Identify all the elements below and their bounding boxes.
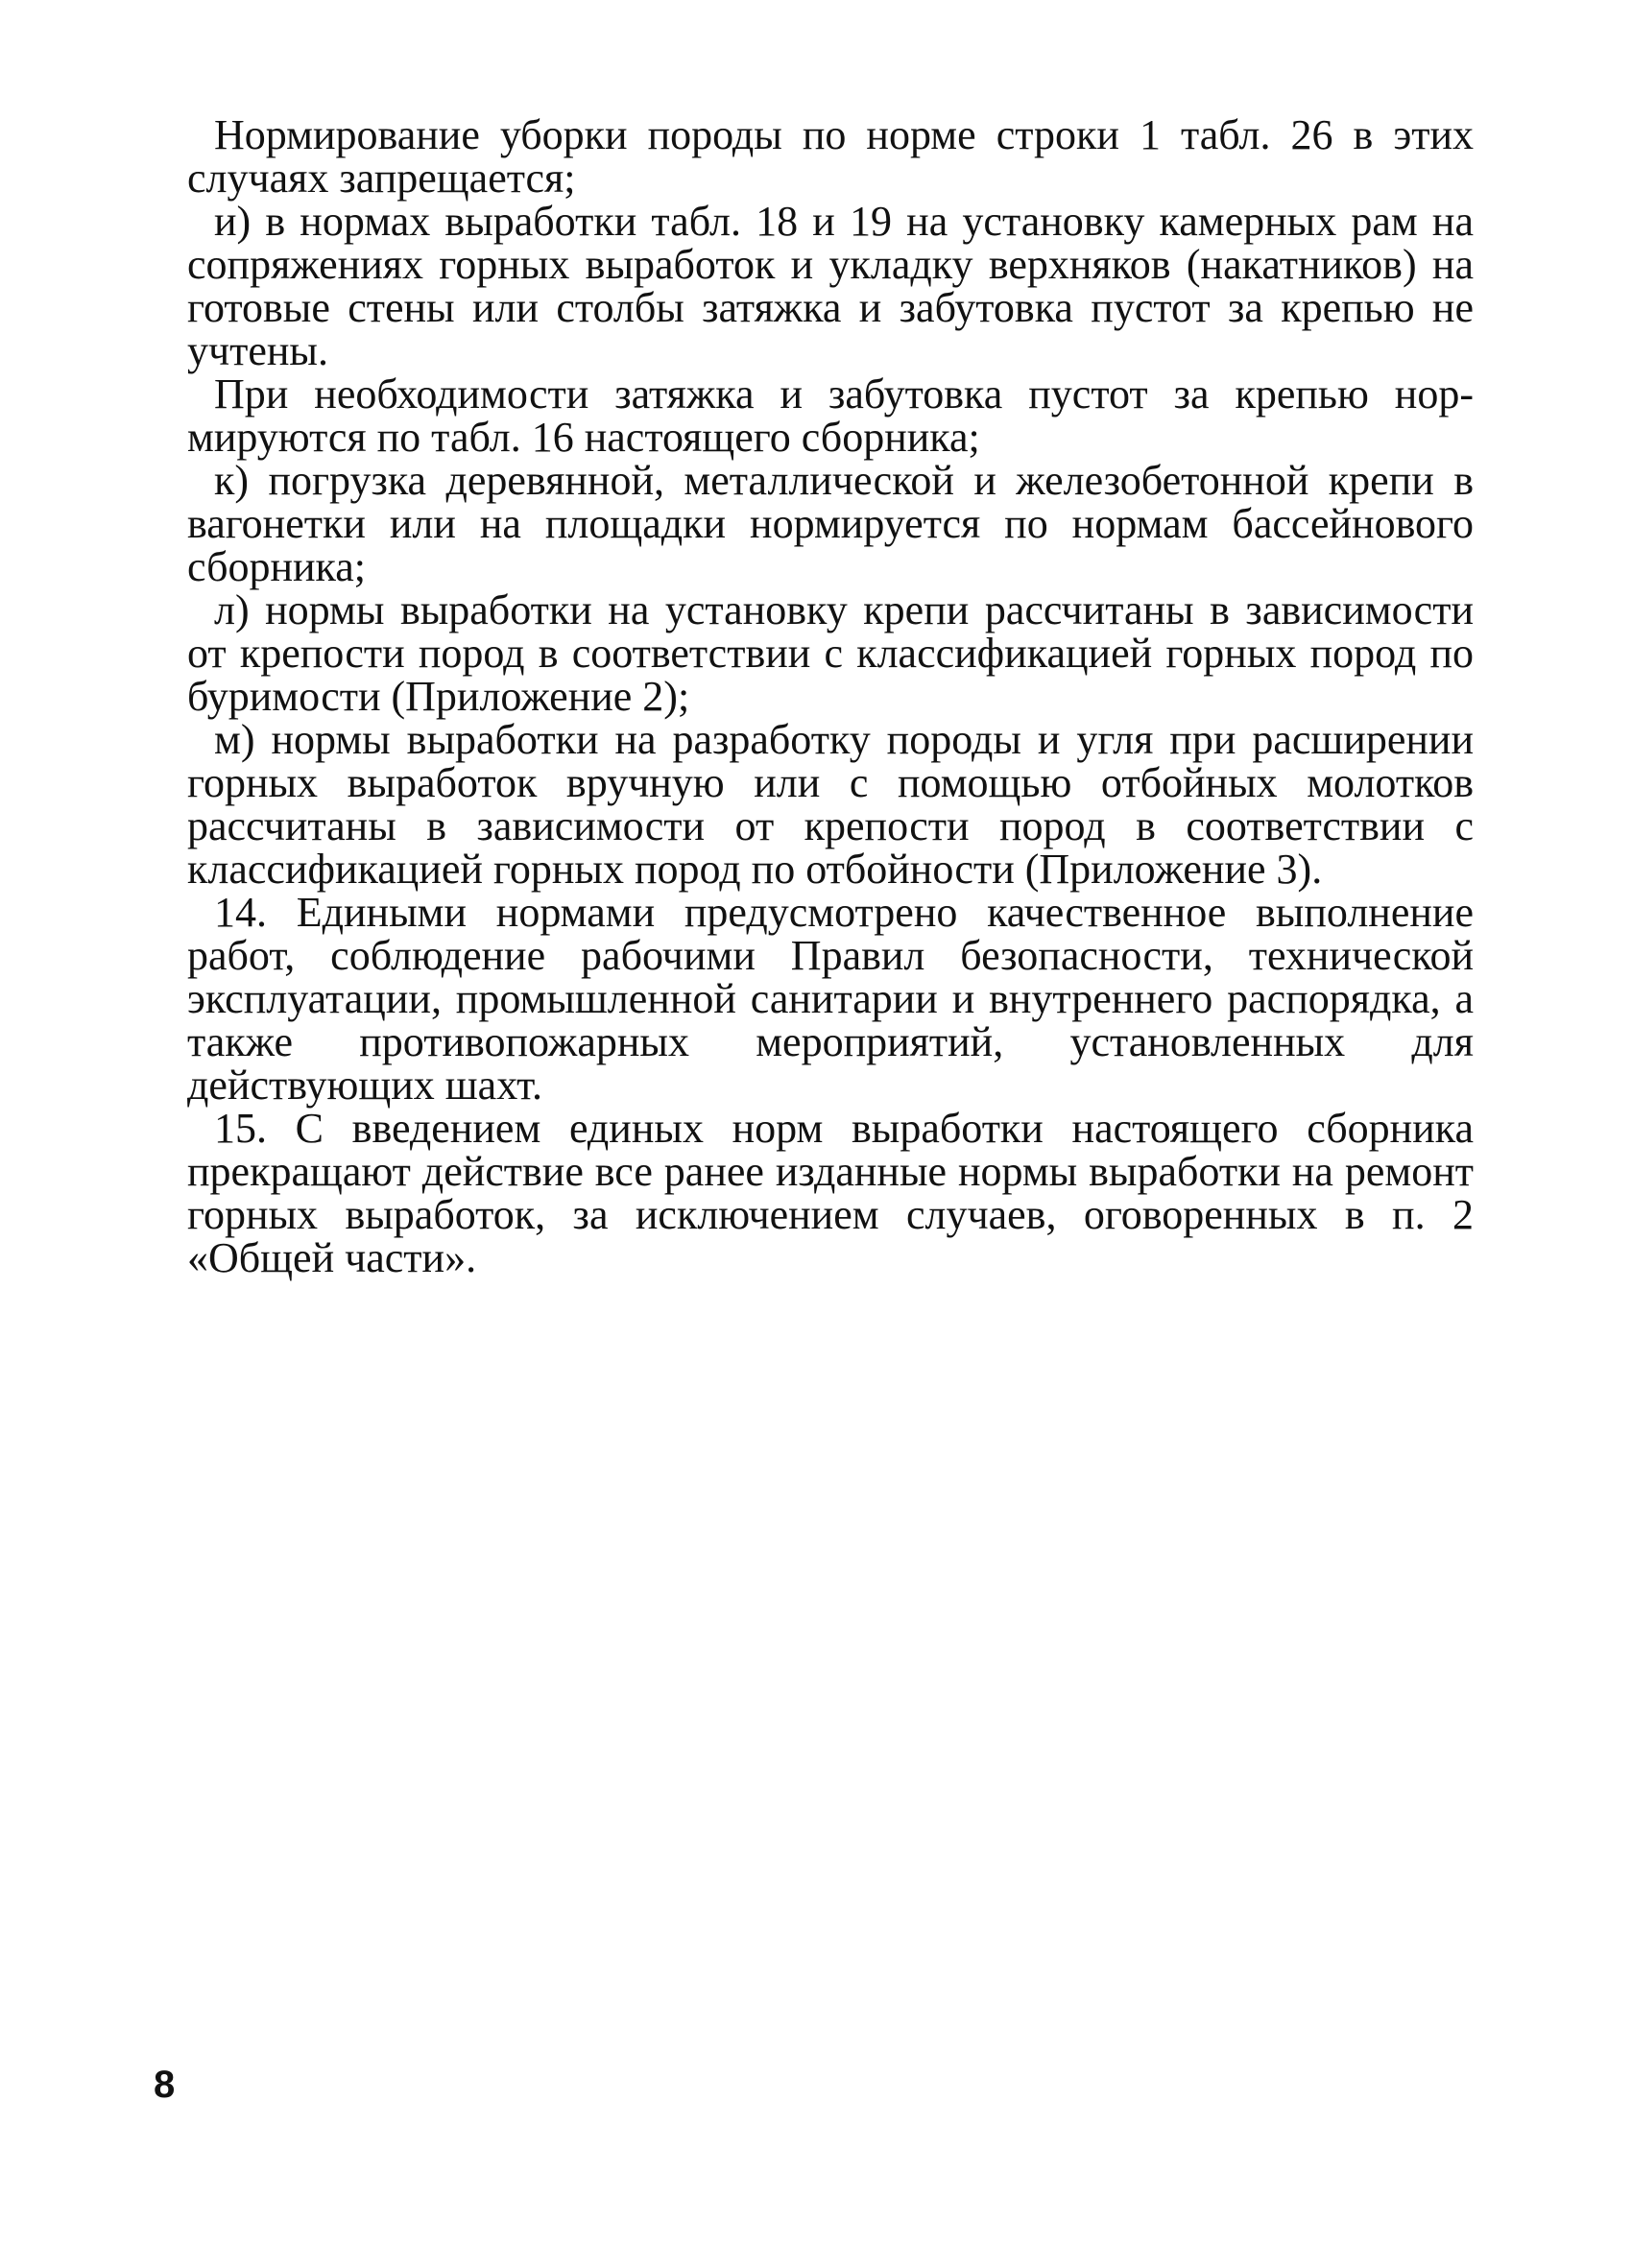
paragraph-item-m: м) нормы выработки на разработку породы и угля при расширении горных выработок вручную или с помощью отбойных молотков рассчитаны в зависимости от крепости пород в соответствии с классификацией горных пород по отбойности (Приложение 3). (187, 716, 1474, 893)
paragraph-lagging-note: При необходимости затяжка и забутовка пустот за крепью нормируются по табл. 16 настоящего сборника; (187, 370, 1474, 461)
paragraph-14: 14. Едиными нормами предусмотрено качественное выполнение работ, соблюдение рабочими Правил безопасности, технической эксплуатации, промышленной санитарии и внутреннего распорядка, а также противопожарных мероприятий, установленных для действующих шахт. (187, 889, 1474, 1109)
paragraph-15: 15. С введением единых норм выработки настоящего сборника прекращают действие все ранее изданные нормы выработки на ремонт горных выработок, за исключением случаев, оговоренных в п. 2 «Общей части». (187, 1105, 1474, 1281)
page-number: 8 (154, 2064, 176, 2106)
paragraph-item-l: л) нормы выработки на установку крепи рассчитаны в зависимости от крепости пород в соответствии с классификацией горных пород по буримости (Приложение 2); (187, 586, 1474, 720)
paragraph-item-k: к) погрузка деревянной, металлической и железобетонной крепи в вагонетки или на площадки нормируется по нормам бассейнового сборника; (187, 457, 1474, 590)
paragraph-prohibition: Нормирование уборки породы по норме строки 1 табл. 26 в этих случаях запрещается; (187, 111, 1474, 202)
document-body (187, 113, 1474, 1279)
paragraph-item-i: и) в нормах выработки табл. 18 и 19 на установку камерных рам на сопряжениях горных выработок и укладку верхняков (накатников) на готовые стены или столбы затяжка и забутовка пустот за крепью не учтены. (187, 198, 1474, 374)
